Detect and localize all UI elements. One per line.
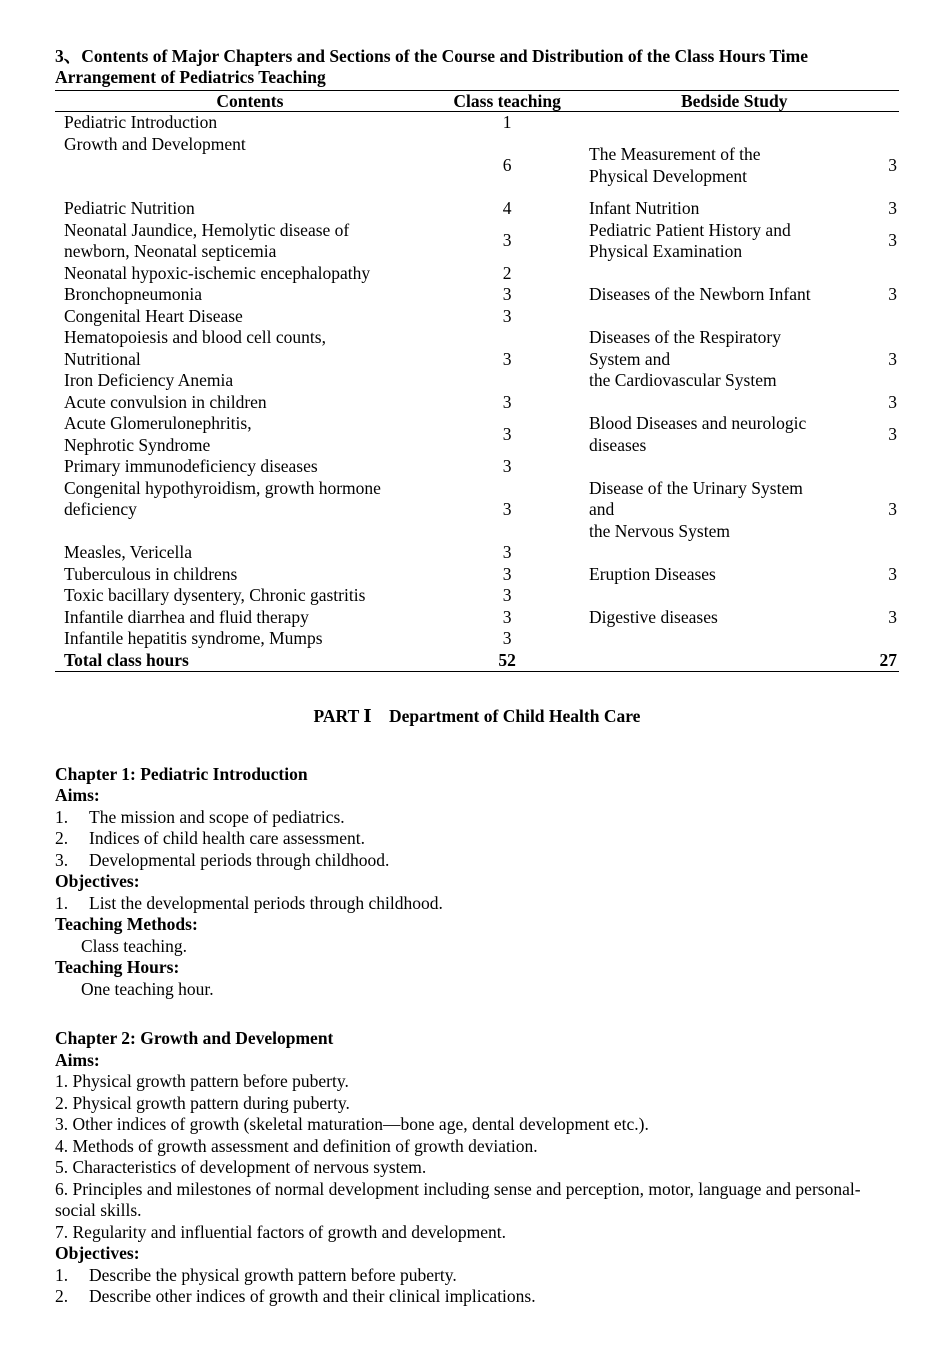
cell-contents — [55, 220, 445, 263]
cell-bedside-hours: 3 — [888, 230, 897, 251]
cell-bedside-study — [589, 220, 846, 263]
cell-contents-line: Bronchopneumonia — [64, 284, 203, 304]
cell-bedside-line: Physical Examination — [589, 241, 743, 261]
cell-bedside-hours: 3 — [888, 563, 897, 584]
table-header-row — [55, 91, 899, 112]
cell-spacer — [569, 284, 589, 306]
cell-bedside-hours — [846, 306, 899, 328]
cell-spacer — [569, 478, 589, 543]
cell-class-hours: 2 — [502, 262, 512, 283]
cell-contents-line: Acute convulsion in children — [64, 391, 267, 412]
cell-contents-line: Neonatal Jaundice, Hemolytic disease of — [64, 219, 350, 240]
document-page — [55, 46, 899, 1308]
cell-contents-line: Nephrotic Syndrome — [64, 434, 211, 455]
cell-bedside-hours — [846, 542, 899, 564]
cell-class-hours: 3 — [502, 423, 512, 444]
cell-bedside-study — [589, 284, 846, 306]
chapter-1-hours: One teaching hour. — [81, 978, 214, 999]
table-row — [55, 327, 899, 392]
cell-contents — [55, 112, 445, 134]
cell-contents-line: Congenital hypothyroidism, growth hormone — [64, 477, 381, 498]
cell-bedside-study — [589, 413, 846, 456]
list-item: 2. Physical growth pattern during puberty. — [55, 1092, 350, 1113]
cell-contents-line — [64, 177, 445, 199]
cell-spacer — [569, 392, 589, 414]
cell-contents — [55, 564, 445, 586]
table-row — [55, 306, 899, 328]
cell-contents — [55, 542, 445, 564]
cell-contents-line — [64, 155, 445, 177]
cell-bedside-line: and — [589, 499, 615, 519]
chapter-2-objectives-label: Objectives: — [55, 1243, 140, 1263]
cell-contents-line: Pediatric Introduction — [64, 112, 218, 132]
cell-bedside-study — [589, 327, 846, 392]
cell-contents-line: Infantile diarrhea and fluid therapy — [64, 606, 309, 627]
cell-bedside-line: Diseases of the Respiratory — [589, 327, 781, 347]
cell-class-hours: 3 — [502, 542, 512, 562]
cell-contents-line — [64, 521, 445, 543]
cell-bedside-hours: 3 — [888, 606, 897, 627]
list-item — [55, 1286, 899, 1308]
cell-contents-line: Measles, Vericella — [64, 542, 192, 562]
table-row — [55, 456, 899, 478]
list-item: 1. Physical growth pattern before puberty. — [55, 1071, 349, 1091]
table-row — [55, 585, 899, 607]
list-item — [55, 828, 899, 850]
cell-class-hours: 3 — [502, 499, 512, 519]
cell-bedside-line: System and — [589, 348, 671, 369]
chapter-2-aims-list — [55, 1071, 899, 1243]
list-item-number: 1. — [55, 806, 69, 827]
cell-spacer — [569, 456, 589, 478]
cell-contents — [55, 198, 445, 220]
cell-bedside-study — [589, 134, 846, 199]
cell-bedside-study — [589, 650, 846, 672]
list-item-number: 2. — [55, 828, 69, 848]
cell-contents — [55, 628, 445, 650]
total-class-hours: 52 — [445, 650, 570, 672]
cell-contents-line: Toxic bacillary dysentery, Chronic gastritis — [64, 585, 366, 605]
cell-class-hours: 1 — [502, 112, 512, 132]
cell-bedside-line: Blood Diseases and neurologic — [589, 413, 807, 433]
chapter-2-objectives-list — [55, 1265, 899, 1308]
table-body — [55, 112, 899, 672]
cell-spacer — [569, 112, 589, 134]
chapter-1-objectives-list — [55, 893, 899, 915]
header-bedside-study: Bedside Study — [569, 91, 899, 112]
cell-bedside-hours: 3 — [888, 499, 897, 519]
cell-contents-line: Nutritional — [64, 348, 141, 369]
cell-class-hours: 3 — [502, 305, 512, 326]
chapter-1-aims-list — [55, 807, 899, 872]
chapter-2-aims-label: Aims: — [55, 1049, 100, 1070]
cell-bedside-study — [589, 585, 846, 607]
list-item-text: The mission and scope of pediatrics. — [89, 806, 345, 827]
cell-contents-line: Iron Deficiency Anemia — [64, 370, 234, 390]
table-row — [55, 392, 899, 414]
table-row — [55, 413, 899, 456]
cell-spacer — [569, 650, 589, 672]
total-bedside-hours: 27 — [846, 650, 899, 672]
cell-bedside-hours: 3 — [888, 423, 897, 444]
cell-spacer — [569, 306, 589, 328]
cell-spacer — [569, 607, 589, 629]
chapter-1-methods-label: Teaching Methods: — [55, 914, 198, 934]
chapter-1-methods: Class teaching. — [81, 935, 187, 956]
cell-spacer — [569, 263, 589, 285]
cell-contents — [55, 456, 445, 478]
chapter-1-hours-label: Teaching Hours: — [55, 957, 180, 977]
list-item: 5. Characteristics of development of nervous system. — [55, 1157, 427, 1177]
table-row — [55, 112, 899, 134]
section-heading-line-2: Arrangement of Pediatrics Teaching — [55, 67, 326, 87]
cell-class-hours: 4 — [502, 198, 512, 218]
cell-bedside-hours — [846, 112, 899, 134]
list-item — [55, 1265, 899, 1287]
cell-bedside-hours — [846, 263, 899, 285]
cell-bedside-hours — [846, 585, 899, 607]
chapter-1-title: Chapter 1: Pediatric Introduction — [55, 763, 308, 784]
cell-contents-line: Pediatric Nutrition — [64, 198, 195, 218]
cell-bedside-hours — [846, 628, 899, 650]
cell-spacer — [569, 220, 589, 263]
table-row — [55, 628, 899, 650]
cell-bedside-line: Pediatric Patient History and — [589, 219, 791, 240]
cell-bedside-study — [589, 263, 846, 285]
cell-contents-line: Infantile hepatitis syndrome, Mumps — [64, 628, 323, 648]
cell-contents — [55, 392, 445, 414]
cell-bedside-hours: 3 — [888, 198, 897, 218]
cell-bedside-line: The Measurement of the — [589, 144, 761, 165]
cell-bedside-hours: 3 — [888, 284, 897, 304]
cell-bedside-study — [589, 607, 846, 629]
cell-class-hours: 3 — [502, 585, 512, 605]
cell-class-hours: 6 — [502, 155, 512, 175]
cell-contents — [55, 284, 445, 306]
cell-contents-line: Hematopoiesis and blood cell counts, — [64, 327, 326, 347]
cell-bedside-line: Diseases of the Newborn Infant — [589, 284, 811, 304]
list-item-text: Describe the physical growth pattern before puberty. — [89, 1264, 457, 1285]
cell-bedside-study — [589, 542, 846, 564]
table-row — [55, 542, 899, 564]
table-row — [55, 263, 899, 285]
list-item: 4. Methods of growth assessment and definition of growth deviation. — [55, 1135, 538, 1156]
cell-contents — [55, 134, 445, 199]
cell-bedside-line: Physical Development — [589, 165, 747, 186]
class-hours-table — [55, 90, 899, 672]
table-row — [55, 220, 899, 263]
cell-class-hours: 3 — [502, 391, 512, 412]
cell-spacer — [569, 134, 589, 199]
total-label: Total class hours — [55, 650, 445, 672]
cell-contents — [55, 607, 445, 629]
list-item-number: 1. — [55, 1264, 69, 1285]
cell-bedside-study — [589, 112, 846, 134]
cell-spacer — [569, 585, 589, 607]
table-total-row — [55, 650, 899, 672]
section-heading-line-1: 3、Contents of Major Chapters and Sections of the Course and Distribution of the Class Hours Time — [55, 46, 809, 66]
cell-contents — [55, 478, 445, 543]
chapter-1-aims-label: Aims: — [55, 785, 100, 805]
list-item-text: Indices of child health care assessment. — [89, 828, 366, 848]
cell-bedside-line: Disease of the Urinary System — [589, 477, 803, 498]
cell-class-hours: 3 — [502, 348, 512, 369]
list-item-number: 2. — [55, 1286, 69, 1306]
cell-spacer — [569, 413, 589, 456]
cell-contents — [55, 585, 445, 607]
chapter-1-objectives-label: Objectives: — [55, 871, 140, 891]
cell-spacer — [569, 628, 589, 650]
cell-spacer — [569, 542, 589, 564]
cell-contents-line: Acute Glomerulonephritis, — [64, 413, 252, 433]
table-row — [55, 564, 899, 586]
list-item-text: Describe other indices of growth and their clinical implications. — [89, 1286, 536, 1306]
cell-class-hours: 3 — [502, 284, 512, 304]
cell-contents — [55, 413, 445, 456]
list-item-number: 3. — [55, 849, 69, 870]
cell-bedside-line: the Cardiovascular System — [589, 370, 777, 390]
list-item: 6. Principles and milestones of normal development including sense and perception, motor, language and personal-social skills. — [55, 1178, 861, 1220]
cell-contents-line: Primary immunodeficiency diseases — [64, 456, 318, 476]
list-item-text: List the developmental periods through childhood. — [89, 892, 443, 913]
cell-bedside-line: the Nervous System — [589, 520, 730, 541]
cell-bedside-hours — [846, 456, 899, 478]
cell-bedside-line: Digestive diseases — [589, 606, 718, 627]
table-row — [55, 478, 899, 543]
header-contents: Contents — [55, 91, 445, 112]
cell-bedside-hours: 3 — [888, 155, 897, 175]
cell-class-hours: 3 — [502, 628, 512, 648]
list-item-number: 1. — [55, 892, 69, 913]
list-item — [55, 850, 899, 872]
cell-bedside-hours: 3 — [888, 348, 897, 369]
cell-contents-line: newborn, Neonatal septicemia — [64, 241, 277, 261]
cell-contents-line: Congenital Heart Disease — [64, 305, 243, 326]
cell-bedside-study — [589, 198, 846, 220]
cell-spacer — [569, 198, 589, 220]
list-item — [55, 893, 899, 915]
table-row — [55, 134, 899, 199]
cell-bedside-study — [589, 564, 846, 586]
table-row — [55, 284, 899, 306]
cell-bedside-hours: 3 — [888, 391, 897, 412]
cell-bedside-study — [589, 306, 846, 328]
cell-class-hours: 3 — [502, 230, 512, 251]
cell-bedside-study — [589, 628, 846, 650]
cell-bedside-study — [589, 478, 846, 543]
list-item-text: Developmental periods through childhood. — [89, 849, 390, 870]
cell-bedside-study — [589, 456, 846, 478]
cell-contents-line: Tuberculous in childrens — [64, 563, 238, 584]
cell-spacer — [569, 564, 589, 586]
cell-class-hours: 3 — [502, 456, 512, 476]
cell-bedside-study — [589, 392, 846, 414]
cell-bedside-line: Eruption Diseases — [589, 563, 716, 584]
cell-spacer — [569, 327, 589, 392]
cell-contents — [55, 263, 445, 285]
cell-contents-line: Neonatal hypoxic-ischemic encephalopathy — [64, 262, 371, 283]
list-item: 3. Other indices of growth (skeletal maturation—bone age, dental development etc.). — [55, 1114, 649, 1134]
cell-class-hours: 3 — [502, 563, 512, 584]
cell-bedside-line: Infant Nutrition — [589, 198, 700, 218]
cell-class-hours: 3 — [502, 606, 512, 627]
chapter-2-title: Chapter 2: Growth and Development — [55, 1028, 334, 1048]
cell-contents — [55, 327, 445, 392]
cell-contents-line: deficiency — [64, 499, 137, 519]
part-title: PART Ⅰ Department of Child Health Care — [313, 706, 641, 726]
section-heading — [55, 46, 899, 88]
cell-contents-line: Growth and Development — [64, 133, 246, 154]
table-row — [55, 198, 899, 220]
cell-contents — [55, 306, 445, 328]
cell-bedside-line: diseases — [589, 434, 647, 455]
list-item: 7. Regularity and influential factors of growth and development. — [55, 1221, 506, 1242]
table-row — [55, 607, 899, 629]
header-class-teaching: Class teaching — [445, 91, 570, 112]
list-item — [55, 807, 899, 829]
